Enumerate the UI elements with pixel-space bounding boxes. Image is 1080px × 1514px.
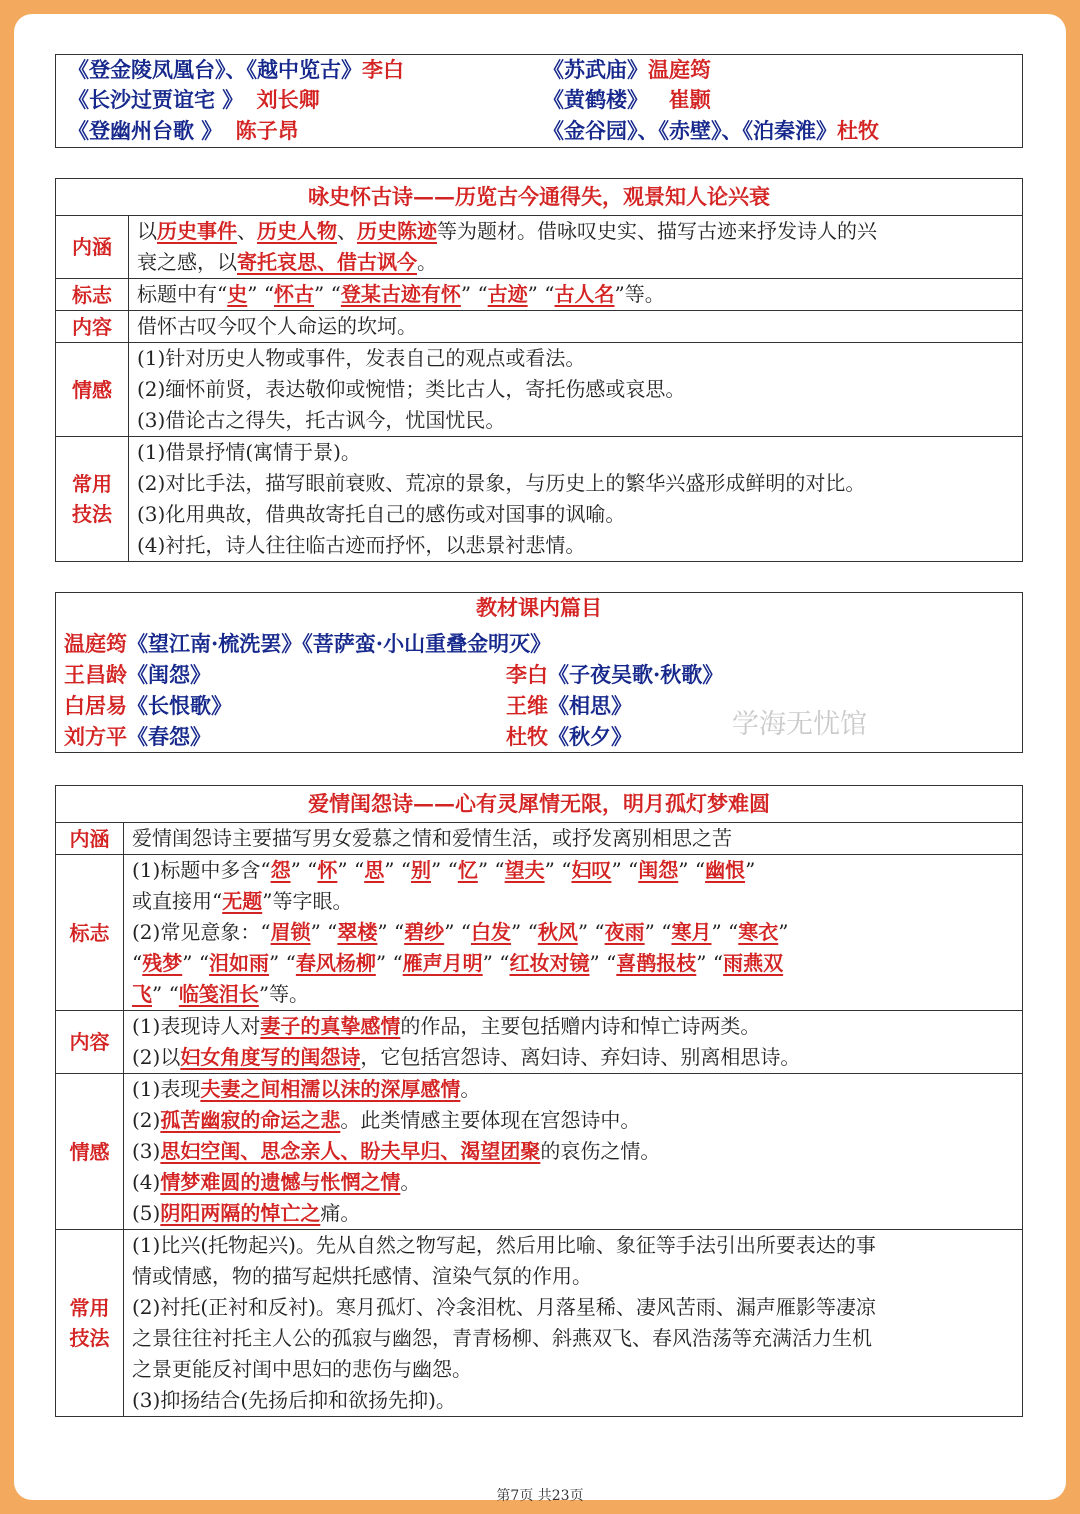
row-label: 情感 bbox=[56, 1074, 124, 1230]
row-label: 常用 技法 bbox=[56, 1230, 124, 1417]
row-content: 借怀古叹今叹个人命运的坎坷。 bbox=[129, 311, 1023, 343]
poem-line: 温庭筠《望江南·梳洗罢》《菩萨蛮·小山重叠金明灭》 bbox=[64, 631, 552, 656]
poem-line: 王昌龄《闺怨》 bbox=[64, 662, 211, 687]
aiqing-table bbox=[55, 785, 1023, 1417]
row-label: 标志 bbox=[56, 279, 129, 311]
poem-line: 《苏武庙》温庭筠 bbox=[543, 57, 711, 82]
row-label: 内涵 bbox=[56, 216, 129, 279]
row-content: (1)针对历史人物或事件，发表自己的观点或看法。 (2)缅怀前贤，表达敬仰或惋惜；类比古人，寄托伤感或哀思。 (3)借论古之得失，托古讽今，忧国忧民。 bbox=[129, 343, 1023, 437]
poem-line: 李白《子夜吴歌·秋歌》 bbox=[506, 662, 724, 687]
poem-line: 《长沙过贾谊宅 》 刘长卿 bbox=[68, 87, 320, 112]
textbook-box bbox=[55, 592, 1023, 753]
poem-line: 刘方平《春怨》 bbox=[64, 724, 211, 749]
section-title: 咏史怀古诗——历览古今通得失，观景知人论兴衰 bbox=[56, 179, 1023, 216]
section-title: 教材课内篇目 bbox=[476, 595, 602, 620]
row-label: 内涵 bbox=[56, 823, 124, 855]
watermark: 学海无忧馆 bbox=[732, 709, 867, 740]
row-content: 标题中有“史” “怀古” “登某古迹有怀” “古迹” “古人名”等。 bbox=[129, 279, 1023, 311]
poem-line: 《黄鹤楼》 崔颢 bbox=[543, 87, 711, 112]
row-content: (1)表现夫妻之间相濡以沫的深厚感情。 (2)孤苦幽寂的命运之悲。此类情感主要体现在宫怨诗中。 (3)思妇空闺、思念亲人、盼夫早归、渴望团聚的哀伤之情。 (4)情梦难圆的遗憾与怅惘之情。 (5)阴阳两隔的悼亡之痛。 bbox=[124, 1074, 1023, 1230]
row-content: (1)比兴(托物起兴)。先从自然之物写起，然后用比喻、象征等手法引出所要表达的事 情或情感，物的描写起烘托感情、渲染气氛的作用。 (2)衬托(正衬和反衬)。寒月孤灯、冷衾泪枕、月落星稀、凄风苦雨、漏声雁影等凄凉 之景往往衬托主人公的孤寂与幽怨，青青杨柳、斜燕双飞、春风浩荡等充满活力生机 之景更能反衬闺中思妇的悲伤与幽怨。 (3)抑扬结合(先扬后抑和欲扬先抑)。 bbox=[124, 1230, 1023, 1417]
row-label: 内容 bbox=[56, 1011, 124, 1074]
row-content: 爱情闺怨诗主要描写男女爱慕之情和爱情生活，或抒发离别相思之苦 bbox=[124, 823, 1023, 855]
yongshi-table bbox=[55, 178, 1023, 562]
row-content: (1)表现诗人对妻子的真挚感情的作品，主要包括赠内诗和悼亡诗两类。 (2)以妇女角度写的闺怨诗，它包括宫怨诗、离妇诗、弃妇诗、别离相思诗。 bbox=[124, 1011, 1023, 1074]
poem-list-box bbox=[55, 54, 1023, 148]
row-content: (1)借景抒情(寓情于景)。 (2)对比手法，描写眼前衰败、荒凉的景象，与历史上的繁华兴盛形成鲜明的对比。 (3)化用典故，借典故寄托自己的感伤或对国事的讽喻。 (4)衬托，诗人往往临古迹而抒怀，以悲景衬悲情。 bbox=[129, 437, 1023, 562]
page-number: 第7页 共23页 bbox=[496, 1488, 584, 1504]
row-label: 常用 技法 bbox=[56, 437, 129, 562]
row-content: (1)标题中多含“怨” “怀” “思” “别” “忆” “望夫” “妇叹” “闺怨” “幽恨” 或直接用“无题”等字眼。 (2)常见意象：“眉锁” “翠楼” “碧纱” “白发” “秋风” “夜雨” “寒月” “寒衣” “残梦” “泪如雨” “春风杨柳” “雁声月明” “红妆对镜” “喜鹊报枝” “雨燕双 飞” “临笺泪长”等。 bbox=[124, 855, 1023, 1011]
poem-line: 王维《相思》 bbox=[506, 693, 632, 718]
row-content: 以历史事件、历史人物、历史陈迹等为题材。借咏叹史实、描写古迹来抒发诗人的兴 衰之感，以寄托哀思、借古讽今。 bbox=[129, 216, 1023, 279]
poem-line: 《登金陵凤凰台》、《越中览古》李白 bbox=[68, 57, 404, 82]
page bbox=[14, 14, 1066, 1504]
poem-line: 杜牧《秋夕》 bbox=[506, 724, 632, 749]
row-label: 情感 bbox=[56, 343, 129, 437]
section-title: 爱情闺怨诗——心有灵犀情无限，明月孤灯梦难圆 bbox=[56, 786, 1023, 823]
poem-line: 白居易《长恨歌》 bbox=[64, 693, 232, 718]
row-label: 标志 bbox=[56, 855, 124, 1011]
poem-line: 《登幽州台歌 》 陈子昂 bbox=[68, 118, 299, 143]
poem-line: 《金谷园》、《赤壁》、《泊秦淮》杜牧 bbox=[543, 118, 879, 143]
row-label: 内容 bbox=[56, 311, 129, 343]
